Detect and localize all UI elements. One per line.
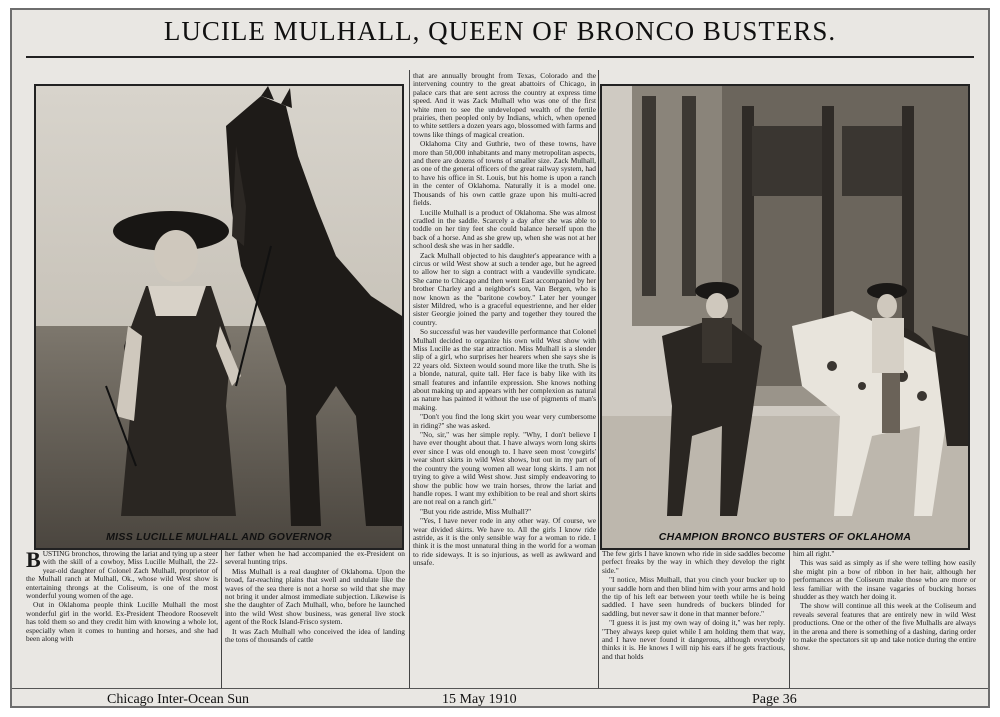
drop-cap: B [26,550,41,572]
photo-woman-with-horse [36,86,402,548]
article-column-1 [26,550,218,688]
column-divider [598,70,599,688]
article-paragraph: "I guess it is just my own way of doing it," was her reply. "They always keep quiet while I am holding them that way, and I have never found it dangerous, although everybody thinks it is. He knows I will nip his ears if he gets fractious, and that holds [602,618,785,661]
column-divider [221,550,222,688]
article-paragraph: The few girls I have known who ride in side saddles become perfect freaks by the way in which they develop the right side." [602,550,785,575]
photo-champion-bronco-busters [600,84,970,550]
article-paragraph: "Don't you find the long skirt you wear very cumbersome in riding?" she was asked. [413,412,596,430]
article-paragraph: The show will continue all this week at the Coliseum and reveals several features that are entirely new in wild West productions. One or the other of the five Mulhalls are always in the arena and there is something of a dashing, daring order to make the spectators sit up and take notice during the entire show. [793,601,976,653]
article-paragraph: Out in Oklahoma people think Lucille Mulhall the most wonderful girl in the world. Ex-President Theodore Roosevelt has told them so and they credit him with knowing a whole lot, especially when it comes to hunting and horses, and she had been along with [26,600,218,644]
footer-rule [12,688,988,689]
article-paragraph: "No, sir," was her simple reply. "Why, I don't believe I have ever thought about that. I have always worn long skirts ever since I was old enough to. I have seen most 'cowgirls' wear short skirts in wild West shows, but out in my part of the country the young women all wear long skirts. I am not trying to give a wild West show. Just simply endeavoring to show the public how we train horses, throw the lariat and handle ropes. I want my exhibition to be real and short skirts are not real on a ranch girl." [413,430,596,507]
photo-riders-by-building [602,86,968,548]
article-paragraph: "But you ride astride, Miss Mulhall?" [420,506,532,516]
publication-date: 15 May 1910 [442,692,517,707]
article-paragraph: Oklahoma City and Guthrie, two of these towns, have more than 50,000 inhabitants and many metropolitan aspects, and there are dozens of towns of smaller size. Zack Mulhall, as one of the general officers of the great railway system, had to have his office in St. Louis, but his home is upon a ranch in the center of Oklahoma. Naturally it is a model one. Thousands of his own cattle graze upon his multi-acred fields. [413,139,596,208]
article-paragraph: Miss Mulhall is a real daughter of Oklahoma. Upon the broad, far-reaching plains that swell and undulate like the waves of the sea there is not a horse so wild that she may not bring it under almost immediate subjection. Likewise is she the daughter of Zach Mulhall, who, before he launched into the wild West show business, was general live stock agent of the Rock Island-Frisco system. [225,566,405,627]
page-number: Page 36 [752,692,797,707]
headline-rule [26,56,974,58]
article-paragraph: So successful was her vaudeville performance that Colonel Mulhall decided to organize his own wild West show with Miss Lucille as the star attraction. Miss Mulhall is a slender slip of a girl, who surprises her hearers when she says she is 22 years old. Sixteen would sound more like the truth. She is a blonde, natural, quite tall. Her face is baby like with its small features and infantile expression. She knows nothing about making up and appears with her complexion as natural as nature has painted it without the use of pigments of man's making. [413,327,596,412]
article-column-3 [413,72,596,688]
article-paragraph: "Yes, I have never rode in any other way. Of course, we wear divided skirts. We have to. All the girls I know ride astride, as it is the only sensible way for a woman to ride. I think it is the most unnatural thing in the world for a woman to ride sideways. It is so injurious, as well as awkward and unsafe. [413,516,596,568]
article-column-2 [225,550,405,688]
right-photo-caption: CHAMPION BRONCO BUSTERS OF OKLAHOMA [658,531,912,543]
article-paragraph [26,550,218,600]
column-divider [409,70,410,688]
publication-name: Chicago Inter-Ocean Sun [107,692,250,707]
article-column-5 [793,550,976,688]
article-paragraph: "I notice, Miss Mulhall, that you cinch your bucker up to your saddle horn and then blind him with your arms and hold the tip of his left ear between your teeth while he is being saddled. I have seen hundreds of buckers blinded for saddling, but never saw it done in that manner before." [602,575,785,618]
source-footer [12,692,988,708]
column-divider [789,550,790,688]
article-column-4 [602,550,785,688]
headline: LUCILE MULHALL, QUEEN OF BRONCO BUSTERS. [163,16,837,46]
article-paragraph: him all right." [793,550,835,558]
article-paragraph: Lucille Mulhall is a product of Oklahoma. She was almost cradled in the saddle. Scarcely a day after she was able to toddle on her tiny feet she could balance herself upon the back of a horse. And as she grew up, when she was not at her school desk she was in her saddle. [413,207,596,251]
article-paragraph: This was said as simply as if she were telling how easily she might pin a bow of ribbon in her hair, although her performances at the Coliseum make those who are more or less familiar with the insane vagaries of bucking horses shudder as they watch her doing it. [793,558,976,602]
article-paragraph: that are annually brought from Texas, Colorado and the intervening country to the great abattoirs of Chicago, in palace cars that are sent across the country at express time speed. And it was Zack Mulhall who was one of the first white men to see the undeveloped wealth of the fertile prairies, then peopled only by Indians, which, when opened to white settlers a dozen years ago, blossomed with farms and towns like things of magical creation. [413,72,596,139]
newspaper-page [10,8,990,708]
article-paragraph: Zack Mulhall objected to his daughter's appearance with a circus or wild West show at such a tender age, but he agreed to allow her to sign a contract with a vaudeville syndicate. She came to Chicago and then went East accompanied by her brother Charley and a neighbor's son, Van Bergen, who is now known as the "baritone cowboy." Later her younger sister Mildred, who is a graceful equestrienne, and her elder sister Georgie joined the party and together they toured the country. [413,250,596,327]
photo-lucille-and-governor [34,84,404,550]
paragraph-text: USTING bronchos, throwing the lariat and tying up a steer with the skill of a cowboy, Miss Lucille Mulhall, the 22-year-old daughter of Colonel Zach Mulhall, proprietor of the Mulhall ranch at Mulhall, Ok., whose wild West show is entertaining throngs at the Coliseum, is one of the most wonderful young women of the age. [26,550,218,601]
left-photo-caption: MISS LUCILLE MULHALL AND GOVERNOR [106,531,332,543]
article-paragraph: her father when he had accompanied the ex-President on several hunting trips. [225,550,405,567]
article-paragraph: It was Zach Mulhall who conceived the idea of landing the tons of thousands of cattle [225,626,405,645]
